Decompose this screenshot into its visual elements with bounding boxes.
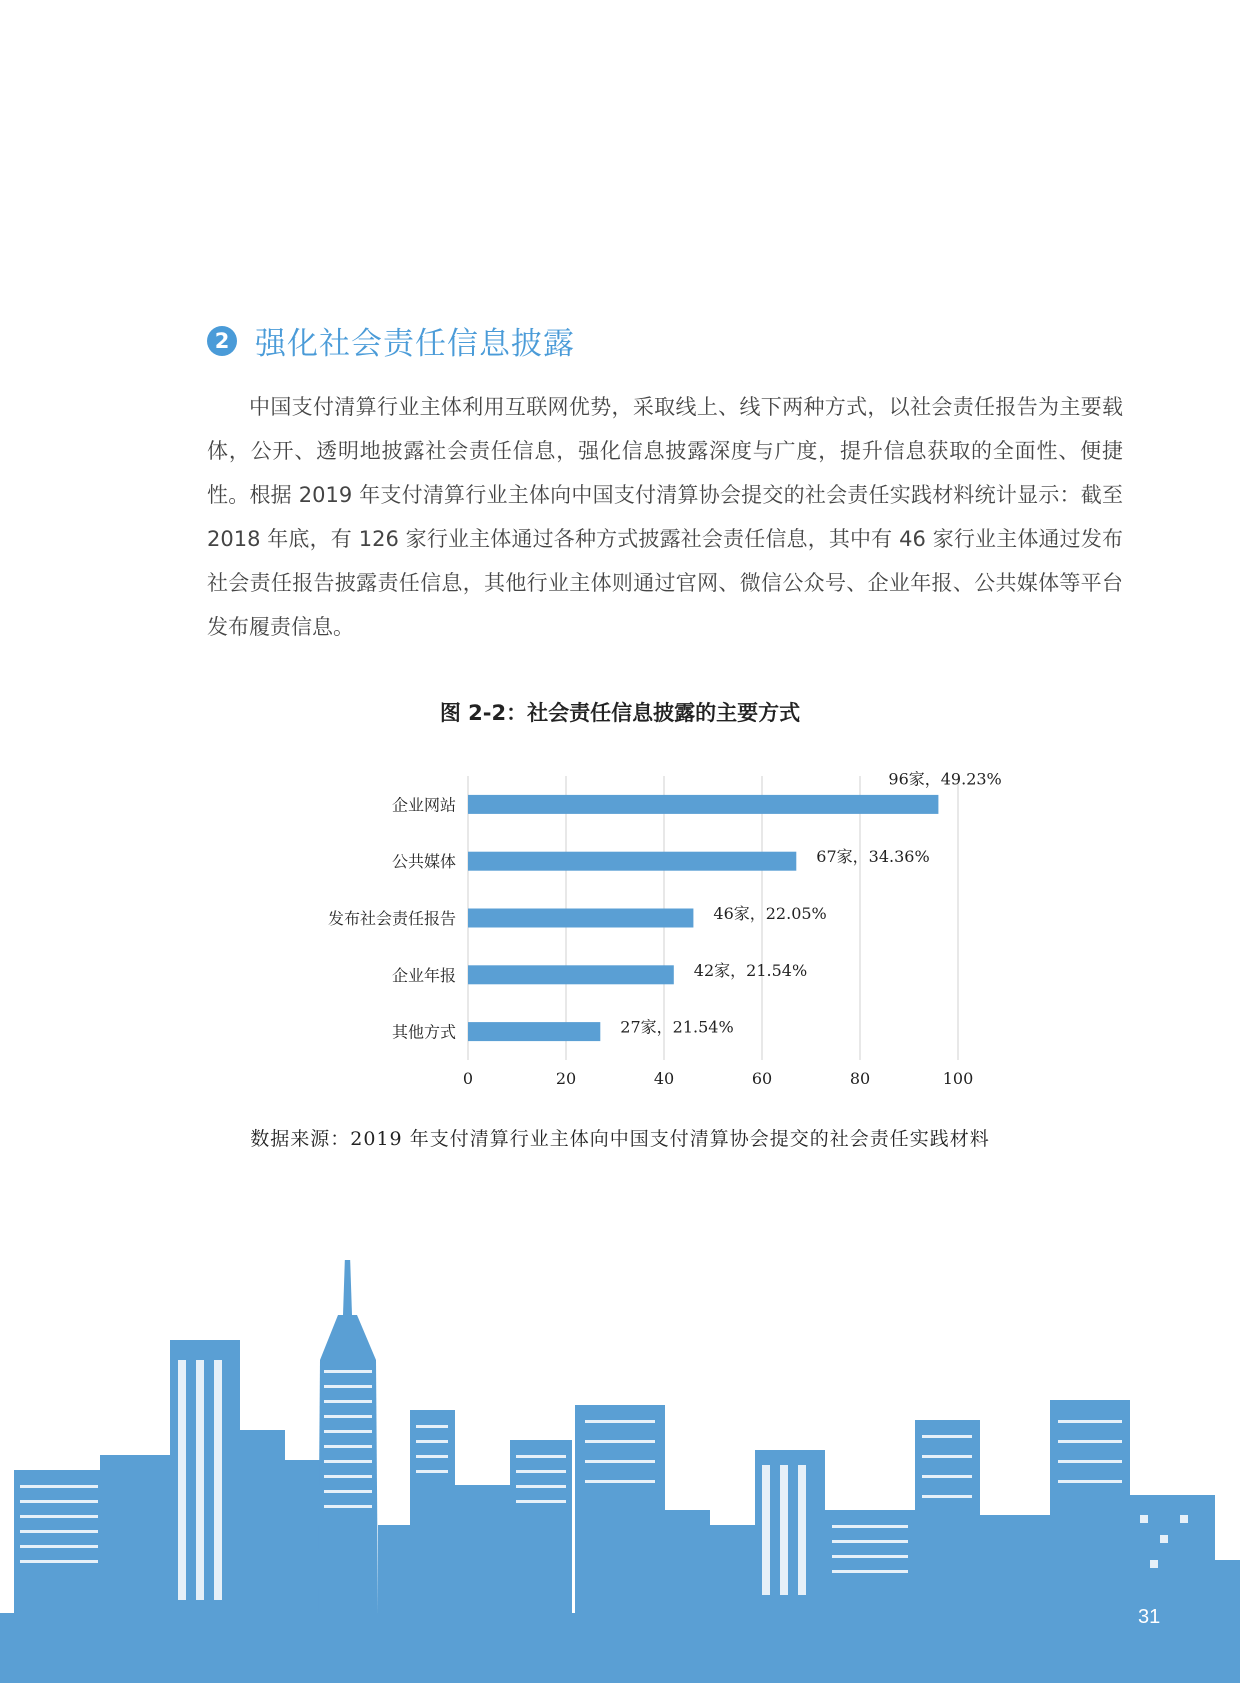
bar [468, 965, 674, 984]
x-tick-label: 80 [849, 1069, 871, 1088]
category-label: 发布社会责任报告 [327, 909, 456, 928]
data-label: 46家，22.05% [713, 904, 827, 923]
bar [468, 909, 693, 928]
category-label: 企业年报 [391, 965, 456, 985]
data-label: 67家，34.36% [816, 847, 930, 867]
category-label: 其他方式 [391, 1022, 456, 1042]
city-skyline-illustration [0, 1260, 1240, 1683]
x-tick-label: 20 [555, 1069, 577, 1088]
x-tick-label: 40 [653, 1069, 675, 1088]
category-label: 公共媒体 [391, 852, 456, 872]
section-title: 强化社会责任信息披露 [255, 326, 575, 362]
bar [468, 795, 938, 814]
x-tick-label: 100 [942, 1069, 974, 1088]
x-tick-label: 0 [462, 1069, 474, 1088]
x-tick-label: 60 [751, 1069, 773, 1088]
body-paragraph: 中国支付清算行业主体利用互联网优势，采取线上、线下两种方式，以社会责任报告为主要载体，公开、透明地披露社会责任信息，强化信息披露深度与广度，提升信息获取的全面性、便捷性。根据 2019 年支付清算行业主体向中国支付清算协会提交的社会责任实践材料统计显示：截至 2018 年底，有 126 家行业主体通过各种方式披露社会责任信息，其中有 46 家行业主体通过发布社会责任报告披露责任信息，其他行业主体则通过官网、微信公众号、企业年报、公共媒体等平台发布履责信息。 [207, 395, 1123, 639]
bar [468, 852, 796, 871]
figure-source: 数据来源：2019 年支付清算行业主体向中国支付清算协会提交的社会责任实践材料 [250, 1128, 990, 1150]
data-label: 42家，21.54% [693, 960, 808, 980]
figure-title: 图 2-2：社会责任信息披露的主要方式 [439, 701, 801, 725]
section-number-badge: 2 [207, 326, 237, 356]
category-label: 企业网站 [391, 795, 456, 815]
page-number: 31 [1138, 1606, 1161, 1628]
data-label: 27家，21.54% [620, 1017, 734, 1037]
data-label: 96家，49.23% [888, 769, 1002, 789]
bar [468, 1022, 600, 1041]
